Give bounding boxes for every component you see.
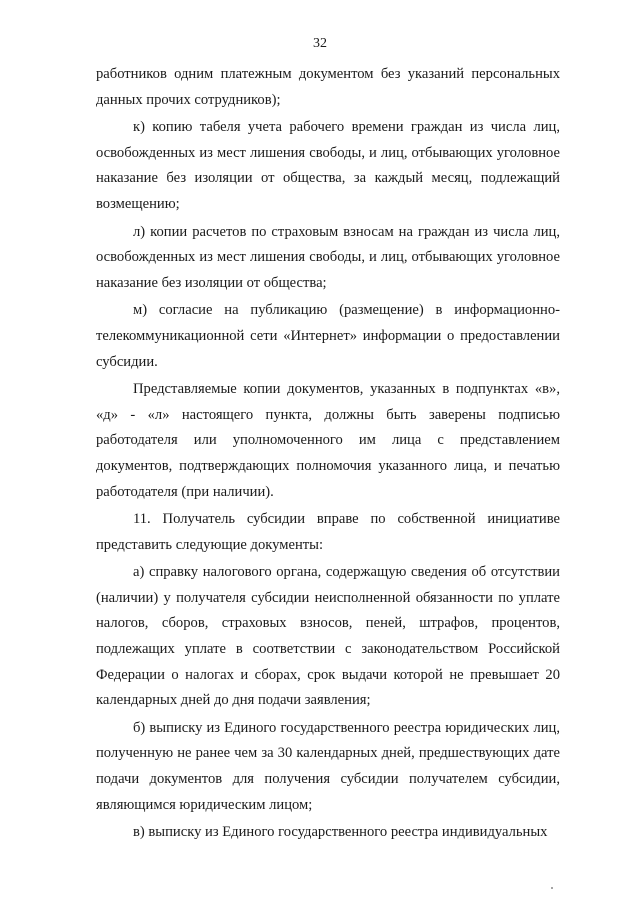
paragraph-item-v (96, 820, 560, 846)
text-line: Федерации о налогах и сборах, срок выдачи которой не превышает 20 (96, 666, 560, 683)
text-line: Представляемые копии документов, указанных в подпунктах «в», (133, 381, 560, 398)
text-line: освобожденных из мест лишения свободы, и лиц, отбывающих уголовное (96, 249, 560, 266)
text-line: подачи документов для получения субсидии получателем субсидии, (96, 771, 560, 788)
text-line: (наличии) у получателя субсидии неисполненной обязанности по уплате (96, 589, 560, 606)
paragraph-item-b (96, 716, 560, 818)
text-line: налогов, сборов, страховых взносов, пеней, штрафов, процентов, (96, 615, 560, 632)
text-line: телекоммуникационной сети «Интернет» информации о предоставлении (96, 327, 560, 344)
text-line: представить следующие документы: (96, 536, 324, 553)
scan-speck (551, 887, 553, 889)
text-line: м) согласие на публикацию (размещение) в информационно- (133, 302, 560, 319)
page-number: 32 (313, 36, 327, 51)
document-body (96, 62, 560, 848)
text-line: являющимся юридическим лицом; (96, 796, 313, 813)
text-line: а) справку налогового органа, содержащую сведения об отсутствии (133, 564, 560, 581)
paragraph-clause-11 (96, 507, 560, 558)
text-line: к) копию табеля учета рабочего времени граждан из числа лиц, (133, 119, 560, 136)
paragraph-item-k (96, 115, 560, 217)
text-line: работодателя или уполномоченного им лица с представлением (96, 432, 560, 449)
text-line: освобожденных из мест лишения свободы, и лиц, отбывающих уголовное (96, 144, 560, 161)
text-line: наказание без изоляции от общества; (96, 274, 327, 291)
text-line: документов, подтверждающих полномочия указанного лица, и печатью (96, 457, 560, 474)
text-line: полученную не ранее чем за 30 календарных дней, предшествующих дате (96, 745, 560, 762)
text-line: работодателя (при наличии). (96, 483, 274, 500)
text-line: календарных дней до дня подачи заявления; (96, 692, 371, 709)
text-line: 11. Получатель субсидии вправе по собственной инициативе (133, 511, 560, 528)
paragraph-intro-continued (96, 62, 560, 113)
text-line: «д» - «л» настоящего пункта, должны быть заверены подписью (96, 406, 560, 423)
text-line: л) копии расчетов по страховым взносам на граждан из числа лиц, (133, 223, 560, 240)
paragraph-item-a (96, 560, 560, 714)
text-line: подлежащих уплате в соответствии с законодательством Российской (96, 641, 560, 658)
text-line: субсидии. (96, 353, 158, 370)
text-line: данных прочих сотрудников); (96, 91, 281, 108)
paragraph-item-m (96, 298, 560, 375)
paragraph-copies-certification (96, 377, 560, 505)
text-line: наказание без изоляции от общества, за каждый месяц, подлежащий (96, 170, 560, 187)
text-line: в) выписку из Единого государственного реестра индивидуальных (133, 824, 548, 841)
paragraph-item-l (96, 220, 560, 297)
text-line: возмещению; (96, 195, 180, 212)
text-line: б) выписку из Единого государственного реестра юридических лиц, (133, 719, 560, 736)
text-line: работников одним платежным документом без указаний персональных (96, 66, 560, 82)
